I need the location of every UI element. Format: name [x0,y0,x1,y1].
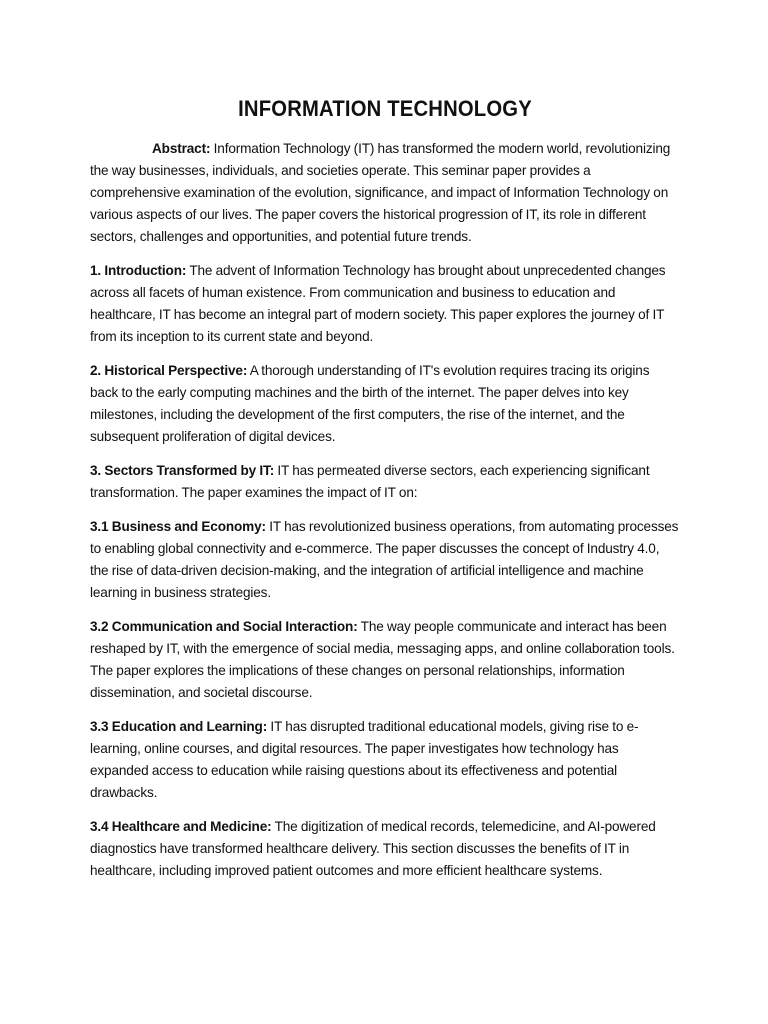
introduction-paragraph [90,260,680,348]
section-text: IT has revolutionized business operations, from automating processes to enabling global connectivity and e-commerce. The paper discusses the concept of Industry 4.0, the rise of data-driven decision-making, and the integration of artificial intelligence and machine learning in business strategies. [90,519,679,600]
document-title: INFORMATION TECHNOLOGY [238,96,532,121]
section-heading: 3.1 Business and Economy: [90,519,266,534]
section-text: IT has disrupted traditional educational models, giving rise to e-learning, online courses, and digital resources. The paper investigates how technology has expanded access to education while raising questions about its effectiveness and potential drawbacks. [90,719,639,800]
sectors-transformed-paragraph [90,460,680,504]
section-heading: 3.4 Healthcare and Medicine: [90,819,272,834]
section-heading: Abstract: [152,141,211,156]
section-heading: 3. Sectors Transformed by IT: [90,463,275,478]
section-text: A thorough understanding of IT's evolution requires tracing its origins back to the early computing machines and the birth of the internet. The paper delves into key milestones, including the development of the first computers, the rise of the internet, and the subsequent proliferation of digital devices. [90,363,650,444]
section-text: The digitization of medical records, telemedicine, and AI-powered diagnostics have transformed healthcare delivery. This section discusses the benefits of IT in healthcare, including improved patient outcomes and more efficient healthcare systems. [90,819,656,878]
historical-perspective-paragraph [90,360,680,448]
section-heading: 2. Historical Perspective: [90,363,248,378]
section-text: IT has permeated diverse sectors, each experiencing significant transformation. The paper examines the impact of IT on: [90,463,650,500]
section-heading: 3.2 Communication and Social Interaction: [90,619,358,634]
communication-social-paragraph [90,616,680,704]
abstract-paragraph [90,138,680,248]
section-text: The way people communicate and interact has been reshaped by IT, with the emergence of social media, messaging apps, and online collaboration tools. The paper explores the implications of these changes on personal relationships, information dissemination, and societal discourse. [90,619,675,700]
education-learning-paragraph [90,716,680,804]
business-economy-paragraph [90,516,680,604]
section-heading: 1. Introduction: [90,263,187,278]
section-text: The advent of Information Technology has brought about unprecedented changes across all facets of human existence. From communication and business to education and healthcare, IT has become an integral part of modern society. This paper explores the journey of IT from its inception to its current state and beyond. [90,263,666,344]
section-heading: 3.3 Education and Learning: [90,719,268,734]
document-page [90,92,680,894]
section-text: Information Technology (IT) has transformed the modern world, revolutionizing the way businesses, individuals, and societies operate. This seminar paper provides a comprehensive examination of the evolution, significance, and impact of Information Technology on various aspects of our lives. The paper covers the historical progression of IT, its role in different sectors, challenges and opportunities, and potential future trends. [90,141,671,244]
healthcare-medicine-paragraph [90,816,680,882]
